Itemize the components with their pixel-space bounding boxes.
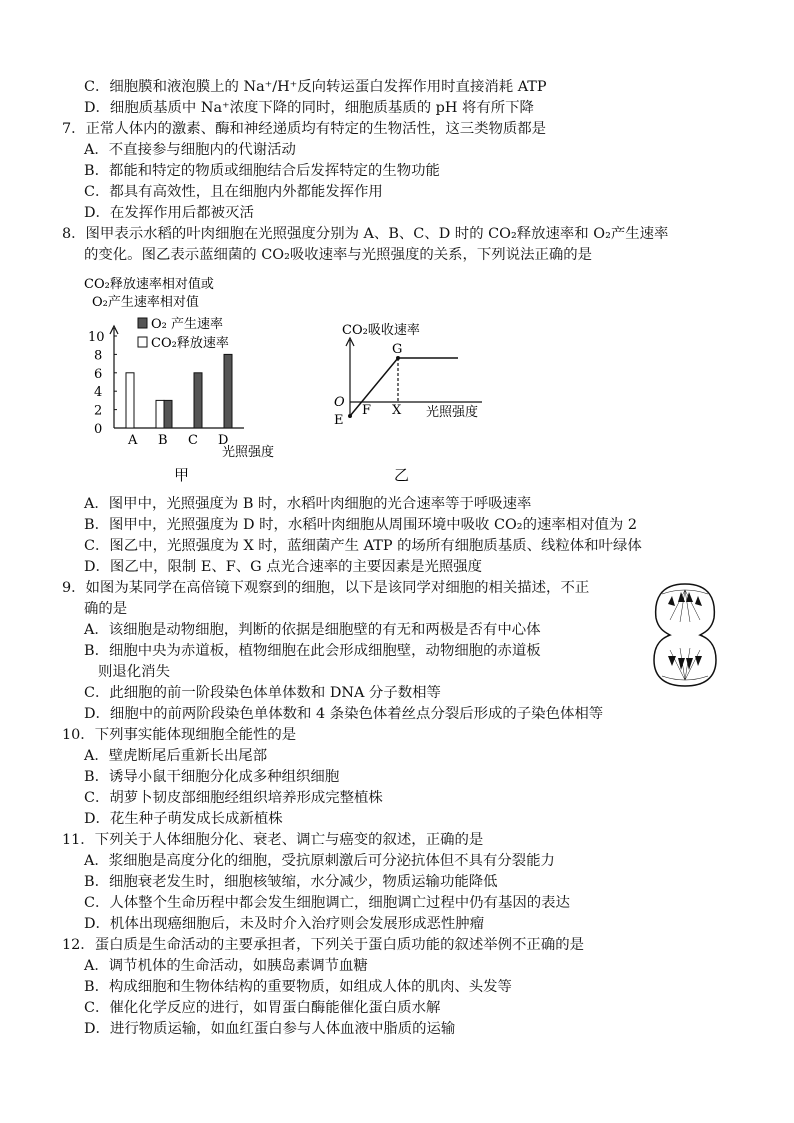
option-line: B．图甲中，光照强度为 D 时，水稻叶肉细胞从周围环境中吸收 CO₂的速率相对值为 2	[84, 517, 638, 533]
chart-yi-xlabel: 光照强度	[426, 405, 479, 420]
option-line: A．该细胞是动物细胞，判断的依据是细胞壁的有无和两极是否有中心体	[84, 622, 541, 638]
question-stem-line: 8．图甲表示水稻的叶肉细胞在光照强度分别为 A、B、C、D 时的 CO₂释放速率和 O₂产生速率	[62, 226, 669, 242]
option-line: A．不直接参与细胞内的代谢活动	[84, 142, 296, 158]
legend-label-o2: O₂ 产生速率	[151, 317, 224, 332]
legend-label-co2: CO₂释放速率	[151, 336, 229, 351]
bar-o2-C	[194, 373, 202, 428]
label-x: X	[392, 403, 402, 418]
option-line: B．细胞衰老发生时，细胞核皱缩，水分减少，物质运输功能降低	[84, 874, 498, 890]
option-line: D．机体出现癌细胞后，未及时介入治疗则会发展形成恶性肿瘤	[84, 916, 485, 932]
bar-co2-B	[156, 400, 164, 428]
question-stem-line: 11．下列关于人体细胞分化、衰老、调亡与癌变的叙述，正确的是	[62, 832, 484, 848]
question-stem-line: 7．正常人体内的激素、酶和神经递质均有特定的生物活性，这三类物质都是	[62, 121, 547, 137]
legend-swatch-o2	[138, 318, 147, 328]
option-line: C．细胞膜和液泡膜上的 Na⁺/H⁺反向转运蛋白发挥作用时直接消耗 ATP	[84, 79, 547, 95]
chart-jia-title: CO₂释放速率相对值或	[84, 277, 214, 292]
option-line: C．催化化学反应的进行，如胃蛋白酶能催化蛋白质水解	[84, 1000, 441, 1016]
y-tick-label: 8	[94, 348, 103, 364]
y-tick-label: 4	[94, 385, 103, 401]
option-line: B．诱导小鼠干细胞分化成多种组织细胞	[84, 769, 340, 785]
figure-jia-bar-chart	[84, 274, 304, 484]
option-line: 的变化。图乙表示蓝细菌的 CO₂吸收速率与光照强度的关系，下列说法正确的是	[84, 247, 593, 263]
curve-rise	[350, 358, 398, 416]
label-e: E	[334, 413, 344, 428]
option-line: D．在发挥作用后都被灭活	[84, 205, 254, 221]
option-line: A．浆细胞是高度分化的细胞，受抗原刺激后可分泌抗体但不具有分裂能力	[84, 853, 555, 869]
bar-o2-D	[224, 354, 232, 428]
option-line: D．细胞质基质中 Na⁺浓度下降的同时，细胞质基质的 pH 将有所下降	[84, 100, 534, 116]
bar-co2-A	[126, 373, 134, 428]
chart-yi-caption: 乙	[394, 466, 410, 484]
spindle-bottom	[670, 648, 700, 680]
option-line: B．构成细胞和生物体结构的重要物质，如组成人体的肌肉、头发等	[84, 979, 512, 995]
cell-division-image	[648, 580, 722, 690]
chart-jia-subtitle: O₂产生速率相对值	[92, 295, 199, 310]
x-tick-label-D: D	[218, 433, 229, 448]
question-stem-line: 12．蛋白质是生命活动的主要承担者，下列关于蛋白质功能的叙述举例不正确的是	[62, 937, 584, 953]
bar-o2-B	[164, 400, 172, 428]
chromosomes-top	[668, 592, 702, 606]
x-tick-label-A: A	[128, 433, 138, 448]
option-line: B．都能和特定的物质或细胞结合后发挥特定的生物功能	[84, 163, 440, 179]
option-line: D．花生种子萌发成长成新植株	[84, 811, 283, 827]
option-line: C．此细胞的前一阶段染色体单体数和 DNA 分子数相等	[84, 685, 441, 701]
chromosomes-bottom	[668, 656, 702, 670]
legend-swatch-co2	[138, 337, 147, 347]
label-f: F	[362, 403, 372, 418]
option-line: 确的是	[84, 601, 128, 617]
cell-outline	[654, 584, 716, 686]
option-line: C．胡萝卜韧皮部细胞经组织培养形成完整植株	[84, 790, 383, 806]
x-tick-label-C: C	[188, 433, 198, 448]
option-line: C．图乙中，光照强度为 X 时，蓝细菌产生 ATP 的场所有细胞质基质、线粒体和叶绿体	[84, 538, 642, 554]
y-tick-label: 0	[94, 422, 103, 437]
chart-jia-xlabel: 光照强度	[222, 445, 275, 460]
y-tick-label: 6	[94, 366, 103, 382]
chart-jia-caption: 甲	[174, 466, 190, 484]
question-stem-line: 10．下列事实能体现细胞全能性的是	[62, 727, 297, 743]
point-e	[348, 414, 352, 418]
option-line: C．都具有高效性，且在细胞内外都能发挥作用	[84, 184, 383, 200]
option-line: C．人体整个生命历程中都会发生细胞调亡，细胞调亡过程中仍有基因的表达	[84, 895, 570, 911]
spindle-top	[670, 590, 700, 622]
label-g: G	[392, 342, 403, 357]
y-tick-label: 2	[94, 403, 103, 419]
chart-yi-ylabel: CO₂吸收速率	[342, 323, 420, 338]
option-line: D．进行物质运输，如血红蛋白参与人体血液中脂质的运输	[84, 1021, 456, 1037]
question-stem-line: 9．如图为某同学在高倍镜下观察到的细胞，以下是该同学对细胞的相关描述，不正	[62, 580, 590, 596]
option-line: A．图甲中，光照强度为 B 时，水稻叶肉细胞的光合速率等于呼吸速率	[84, 496, 532, 512]
label-o: O	[334, 395, 345, 410]
option-line: D．图乙中，限制 E、F、G 点光合速率的主要因素是光照强度	[84, 559, 483, 575]
option-line: 则退化消失	[98, 664, 170, 680]
x-tick-label-B: B	[158, 433, 168, 448]
option-line: D．细胞中的前两阶段染色单体数和 4 条染色体着丝点分裂后形成的子染色体相等	[84, 706, 604, 722]
option-line: B．细胞中央为赤道板，植物细胞在此会形成细胞壁，动物细胞的赤道板	[84, 643, 541, 659]
y-tick-label: 10	[88, 330, 105, 345]
figure-yi-line-chart	[326, 318, 506, 484]
option-line: A．壁虎断尾后重新长出尾部	[84, 748, 268, 764]
option-line: A．调节机体的生命活动，如胰岛素调节血糖	[84, 958, 368, 974]
